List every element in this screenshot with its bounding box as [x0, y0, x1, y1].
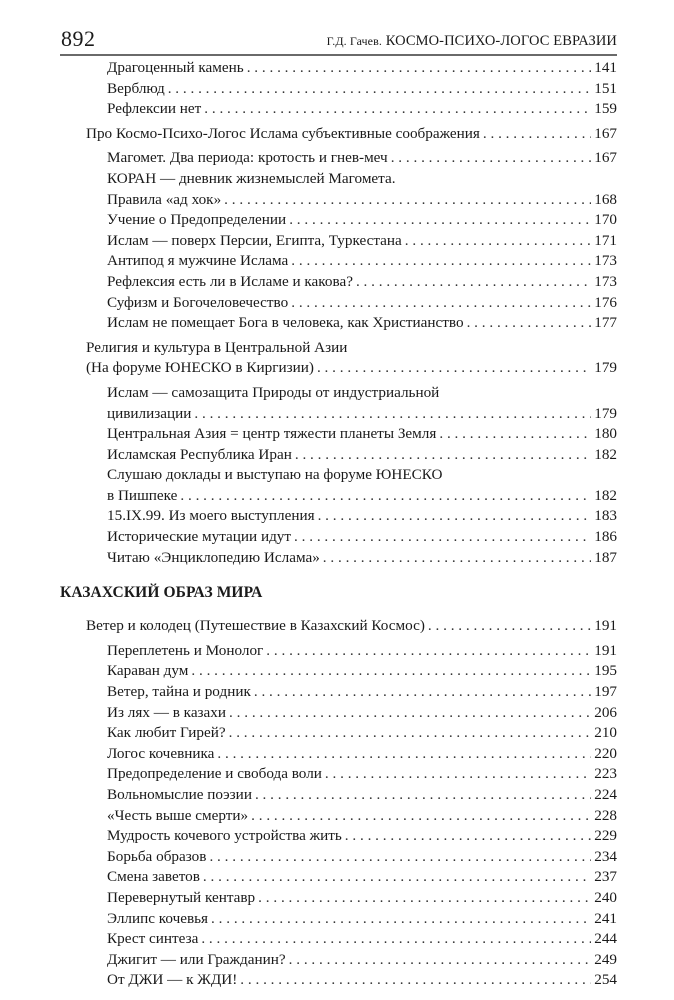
section-heading: КАЗАХСКИЙ ОБРАЗ МИРА — [60, 584, 263, 602]
toc-entry-title: Ветер, тайна и родник — [107, 683, 251, 701]
toc-entry-title: Смена заветов — [107, 868, 200, 886]
dot-leader — [317, 358, 591, 379]
toc-page-number: 179 — [594, 359, 617, 377]
toc-entry-title-line: Ислам — самозащита Природы от индустриальной — [107, 383, 440, 401]
dot-leader — [217, 744, 591, 765]
toc-entry-title: Вольномыслие поэзии — [107, 786, 252, 803]
dot-leader — [428, 616, 591, 637]
toc-entry-title: в Пишпеке — [107, 486, 178, 504]
toc-subentry[interactable] — [60, 847, 617, 868]
toc-page-number: 168 — [594, 190, 617, 208]
toc-entry-title: Переплетень и Монолог — [107, 641, 264, 659]
toc-entry-title: Из лях — в казахи — [107, 703, 227, 721]
toc-entry-title: Крест синтеза — [107, 930, 199, 948]
toc-entry-title: Про Космо-Психо-Логос Ислама субъективные соображения — [86, 124, 480, 142]
toc-entry-title-line: Религия и культура в Центральной Азии — [86, 338, 348, 356]
toc-page-number: 229 — [594, 827, 617, 845]
toc-chapter-entry[interactable] — [60, 124, 617, 145]
toc-entry-title: Суфизм и Богочеловечество — [107, 293, 289, 311]
toc-page-number: 197 — [594, 683, 617, 701]
toc-entry-title-line: Слушаю доклады и выступаю на форуме ЮНЕСКО — [107, 466, 443, 484]
dot-leader — [291, 293, 591, 314]
toc-page-number: 173 — [594, 252, 617, 270]
toc-subentry[interactable] — [60, 272, 617, 293]
dot-leader — [255, 785, 591, 806]
dot-leader — [323, 548, 591, 569]
toc-page-number: 159 — [594, 100, 617, 118]
toc-page-number: 177 — [594, 314, 617, 332]
toc-subentry[interactable] — [60, 231, 617, 252]
dot-leader — [356, 272, 591, 293]
dot-leader — [251, 806, 591, 827]
toc-entry-title: Центральная Азия = центр тяжести планеты Земля — [107, 425, 437, 443]
toc-subentry[interactable] — [60, 486, 617, 507]
toc-chapter-entry[interactable] — [60, 358, 617, 379]
toc-subentry[interactable] — [60, 293, 617, 314]
dot-leader — [291, 251, 591, 272]
dot-leader — [405, 231, 591, 252]
toc-subentry[interactable] — [60, 148, 617, 169]
toc-page-number: 180 — [594, 425, 617, 443]
toc-entry-title: Учение о Предопределении — [107, 211, 287, 229]
dot-leader — [318, 506, 592, 527]
toc-page-number: 210 — [594, 724, 617, 742]
toc-entry-title: Правила «ад хок» — [107, 190, 222, 208]
toc-page-number: 182 — [594, 445, 617, 463]
toc-page-number: 167 — [594, 149, 617, 167]
toc-part-1 — [60, 58, 617, 568]
toc-entry-title: цивилизации — [107, 404, 192, 422]
dot-leader — [191, 661, 591, 682]
dot-leader — [168, 79, 592, 100]
toc-subentry[interactable] — [60, 251, 617, 272]
toc-page-number: 234 — [594, 847, 617, 865]
toc-subentry[interactable] — [60, 867, 617, 888]
dot-leader — [229, 723, 592, 744]
toc-entry-title: Борьба образов — [107, 847, 207, 865]
toc-subentry[interactable] — [60, 703, 617, 724]
toc-page-number: 241 — [594, 909, 617, 927]
toc-subentry[interactable] — [60, 506, 617, 527]
toc-entry-title: Джигит — или Гражданин? — [107, 950, 286, 968]
toc-entry-title: Драгоценный камень — [107, 59, 244, 76]
toc-page-number: 179 — [594, 404, 617, 422]
toc-entry-title: Читаю «Энциклопедию Ислама» — [107, 548, 320, 566]
toc-subentry[interactable] — [60, 764, 617, 785]
toc-subentry[interactable] — [60, 661, 617, 682]
dot-leader — [483, 124, 591, 145]
toc-subentry[interactable] — [60, 970, 617, 991]
toc-page-number: 254 — [594, 971, 617, 989]
dot-leader — [203, 867, 591, 888]
toc-entry-title: 15.IX.99. Из моего выступления — [107, 507, 315, 525]
toc-subentry[interactable] — [60, 744, 617, 765]
running-title — [327, 33, 617, 50]
toc-page-number: 176 — [594, 293, 617, 311]
toc-entry-title: Ветер и колодец (Путешествие в Казахский Космос) — [86, 617, 425, 635]
toc-subentry[interactable] — [60, 58, 617, 79]
toc-subentry[interactable] — [60, 79, 617, 100]
toc-subentry[interactable] — [60, 785, 617, 806]
dot-leader — [266, 641, 591, 662]
toc-subentry[interactable] — [60, 548, 617, 569]
toc-entry-title: От ДЖИ — к ЖДИ! — [107, 971, 238, 989]
toc-page-number: 224 — [594, 786, 617, 803]
toc-page-number: 170 — [594, 211, 617, 229]
toc-entry-title: Рефлексия есть ли в Исламе и какова? — [107, 272, 353, 290]
toc-page-number: 167 — [594, 124, 617, 142]
table-of-contents — [60, 58, 617, 991]
toc-page-number: 195 — [594, 662, 617, 680]
toc-subentry[interactable] — [60, 950, 617, 971]
toc-entry-title: Ислам — поверх Персии, Египта, Туркестана — [107, 231, 402, 249]
toc-subentry[interactable] — [60, 641, 617, 662]
toc-subentry[interactable] — [60, 929, 617, 950]
toc-page-number: 223 — [594, 765, 617, 783]
toc-page-number: 182 — [594, 486, 617, 504]
toc-subentry[interactable] — [60, 99, 617, 120]
toc-page-number: 141 — [594, 59, 617, 76]
dot-leader — [294, 527, 591, 548]
dot-leader — [204, 99, 591, 120]
book-title: КОСМО-ПСИХО-ЛОГОС ЕВРАЗИИ — [385, 33, 617, 49]
page-number: 892 — [61, 26, 96, 51]
dot-leader — [391, 148, 592, 169]
toc-subentry[interactable] — [60, 888, 617, 909]
toc-subentry[interactable] — [60, 682, 617, 703]
toc-subentry[interactable] — [60, 313, 617, 334]
dot-leader — [289, 210, 591, 231]
toc-page-number: 249 — [594, 950, 617, 968]
toc-page-number: 206 — [594, 703, 617, 721]
dot-leader — [224, 190, 591, 211]
toc-entry-title: Верблюд — [107, 79, 165, 97]
dot-leader — [209, 847, 591, 868]
dot-leader — [201, 929, 591, 950]
toc-page-number: 228 — [594, 806, 617, 824]
toc-entry-title: Антипод я мужчине Ислама — [107, 252, 289, 270]
dot-leader — [180, 486, 591, 507]
toc-entry-title: Эллипс кочевья — [107, 909, 209, 927]
toc-entry-title: Исламская Республика Иран — [107, 445, 292, 463]
toc-entry-title: Как любит Гирей? — [107, 724, 226, 742]
toc-page-number: 171 — [594, 231, 617, 249]
toc-page-number: 186 — [594, 528, 617, 546]
toc-page-number: 191 — [594, 617, 617, 635]
toc-page-number: 244 — [594, 930, 617, 948]
toc-page-number: 191 — [594, 641, 617, 659]
toc-part-2 — [60, 616, 617, 991]
toc-subentry[interactable] — [60, 445, 617, 466]
toc-page-number: 183 — [594, 507, 617, 525]
toc-subentry[interactable] — [60, 806, 617, 827]
toc-entry-title: Предопределение и свобода воли — [107, 765, 322, 783]
toc-page-number: 151 — [594, 79, 617, 97]
toc-subentry[interactable] — [60, 210, 617, 231]
author-name: Г.Д. Гачев. — [326, 34, 382, 48]
toc-page-number: 187 — [594, 548, 617, 566]
dot-leader — [247, 58, 592, 79]
dot-leader — [439, 424, 591, 445]
toc-subentry[interactable] — [60, 404, 617, 425]
running-header — [60, 26, 617, 56]
dot-leader — [258, 888, 591, 909]
toc-page-number: 220 — [594, 744, 617, 762]
toc-entry-title: Перевернутый кентавр — [107, 888, 256, 906]
toc-entry-title: Ислам не помещает Бога в человека, как Христианство — [107, 314, 464, 332]
toc-page-number: 173 — [594, 272, 617, 290]
dot-leader — [295, 445, 591, 466]
toc-page-number: 240 — [594, 888, 617, 906]
toc-subentry[interactable] — [60, 826, 617, 847]
dot-leader — [467, 313, 592, 334]
toc-subentry[interactable] — [60, 723, 617, 744]
toc-subentry[interactable] — [60, 190, 617, 211]
toc-subentry[interactable] — [60, 909, 617, 930]
dot-leader — [194, 404, 591, 425]
toc-subentry[interactable] — [60, 527, 617, 548]
dot-leader — [325, 764, 591, 785]
toc-entry-title: «Честь выше смерти» — [107, 806, 249, 824]
dot-leader — [289, 950, 592, 971]
toc-entry-title-line: КОРАН — дневник жизнемыслей Магомета. — [107, 169, 396, 187]
dot-leader — [211, 909, 591, 930]
toc-entry-title: Караван дум — [107, 662, 189, 680]
toc-entry-title: (На форуме ЮНЕСКО в Киргизии) — [86, 359, 314, 377]
toc-page-number: 237 — [594, 868, 617, 886]
toc-subentry[interactable] — [60, 424, 617, 445]
dot-leader — [229, 703, 591, 724]
dot-leader — [240, 970, 591, 991]
toc-entry-title: Исторические мутации идут — [107, 528, 292, 546]
dot-leader — [345, 826, 591, 847]
toc-entry-title: Логос кочевника — [107, 744, 215, 762]
toc-entry-title: Мудрость кочевого устройства жить — [107, 827, 342, 845]
toc-entry-title: Рефлексии нет — [107, 100, 202, 118]
toc-entry-title: Магомет. Два периода: кротость и гнев-меч — [107, 149, 388, 167]
dot-leader — [254, 682, 591, 703]
toc-chapter-entry[interactable] — [60, 616, 617, 637]
